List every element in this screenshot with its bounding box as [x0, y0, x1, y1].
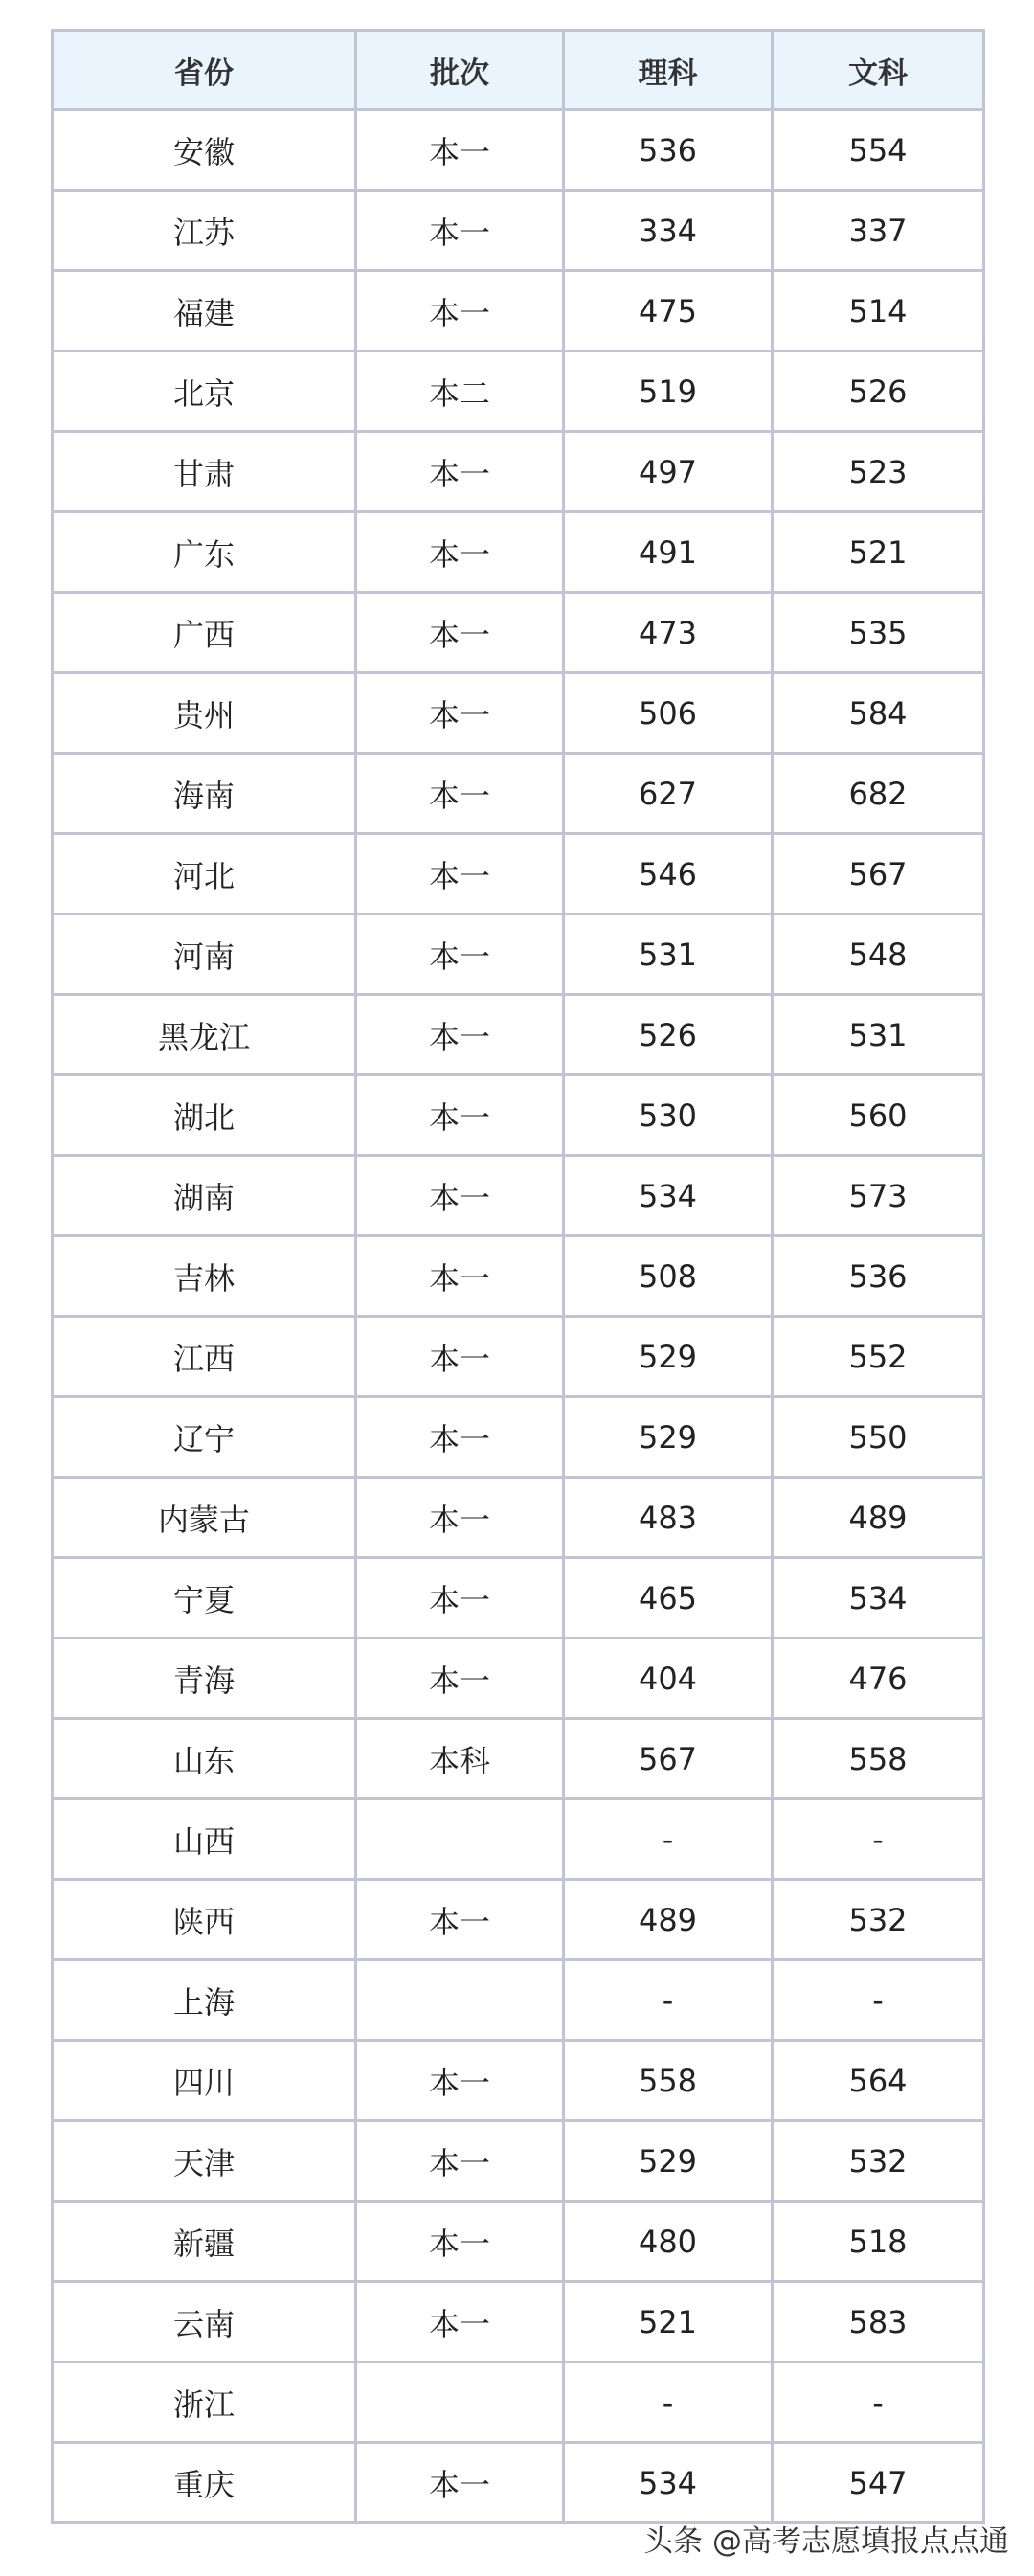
- arts-score-cell: 584: [773, 673, 984, 754]
- province-cell: 青海: [53, 1638, 356, 1719]
- table-row: [53, 593, 984, 673]
- science-score-cell: 334: [564, 191, 773, 271]
- batch-cell: 本一: [356, 2282, 564, 2362]
- science-score-cell: 480: [564, 2202, 773, 2282]
- batch-cell: 本一: [356, 1880, 564, 1960]
- arts-score-cell: 532: [773, 2121, 984, 2202]
- batch-cell: [356, 2362, 564, 2443]
- province-cell: 浙江: [53, 2362, 356, 2443]
- province-cell: 吉林: [53, 1236, 356, 1317]
- batch-cell: 本一: [356, 1075, 564, 1156]
- province-cell: 福建: [53, 271, 356, 351]
- arts-score-cell: 567: [773, 834, 984, 915]
- province-cell: 辽宁: [53, 1397, 356, 1478]
- province-cell: 山东: [53, 1719, 356, 1799]
- table-row: [53, 110, 984, 191]
- arts-score-cell: 550: [773, 1397, 984, 1478]
- province-cell: 广西: [53, 593, 356, 673]
- table-row: [53, 1799, 984, 1880]
- table-row: [53, 2443, 984, 2523]
- batch-cell: 本一: [356, 673, 564, 754]
- arts-score-cell: 476: [773, 1638, 984, 1719]
- table-row: [53, 2282, 984, 2362]
- arts-score-cell: 573: [773, 1156, 984, 1236]
- province-cell: 河北: [53, 834, 356, 915]
- batch-cell: 本一: [356, 995, 564, 1075]
- table-row: [53, 1478, 984, 1558]
- batch-cell: 本一: [356, 191, 564, 271]
- table-body: [53, 110, 984, 2523]
- arts-score-cell: 682: [773, 754, 984, 834]
- science-score-cell: 489: [564, 1880, 773, 1960]
- table-row: [53, 1880, 984, 1960]
- batch-cell: 本一: [356, 432, 564, 512]
- arts-score-cell: -: [773, 1799, 984, 1880]
- batch-cell: 本一: [356, 1397, 564, 1478]
- table-row: [53, 1156, 984, 1236]
- province-cell: 陕西: [53, 1880, 356, 1960]
- province-cell: 新疆: [53, 2202, 356, 2282]
- arts-score-cell: 552: [773, 1317, 984, 1397]
- science-score-cell: 567: [564, 1719, 773, 1799]
- batch-cell: 本一: [356, 110, 564, 191]
- batch-cell: 本一: [356, 2041, 564, 2121]
- science-score-cell: -: [564, 1799, 773, 1880]
- arts-score-cell: -: [773, 2362, 984, 2443]
- province-cell: 北京: [53, 351, 356, 432]
- province-cell: 海南: [53, 754, 356, 834]
- science-score-cell: -: [564, 2362, 773, 2443]
- science-score-cell: 475: [564, 271, 773, 351]
- table-row: [53, 915, 984, 995]
- province-cell: 安徽: [53, 110, 356, 191]
- batch-cell: 本一: [356, 915, 564, 995]
- table-row: [53, 2041, 984, 2121]
- arts-score-cell: 526: [773, 351, 984, 432]
- science-score-cell: 483: [564, 1478, 773, 1558]
- arts-score-cell: 514: [773, 271, 984, 351]
- table-row: [53, 2202, 984, 2282]
- arts-score-cell: 523: [773, 432, 984, 512]
- header-science: 理科: [564, 31, 773, 110]
- arts-score-cell: 554: [773, 110, 984, 191]
- province-cell: 江苏: [53, 191, 356, 271]
- province-cell: 云南: [53, 2282, 356, 2362]
- batch-cell: 本一: [356, 1638, 564, 1719]
- table-row: [53, 432, 984, 512]
- science-score-cell: 529: [564, 1397, 773, 1478]
- science-score-cell: 627: [564, 754, 773, 834]
- arts-score-cell: 548: [773, 915, 984, 995]
- science-score-cell: 534: [564, 1156, 773, 1236]
- header-arts: 文科: [773, 31, 984, 110]
- province-cell: 江西: [53, 1317, 356, 1397]
- table-row: [53, 1317, 984, 1397]
- science-score-cell: 558: [564, 2041, 773, 2121]
- province-cell: 广东: [53, 512, 356, 593]
- table-row: [53, 351, 984, 432]
- arts-score-cell: 564: [773, 2041, 984, 2121]
- arts-score-cell: 583: [773, 2282, 984, 2362]
- table-row: [53, 1719, 984, 1799]
- science-score-cell: 546: [564, 834, 773, 915]
- arts-score-cell: 337: [773, 191, 984, 271]
- science-score-cell: 529: [564, 2121, 773, 2202]
- province-cell: 甘肃: [53, 432, 356, 512]
- table-row: [53, 754, 984, 834]
- science-score-cell: 508: [564, 1236, 773, 1317]
- arts-score-cell: 560: [773, 1075, 984, 1156]
- header-row: [53, 31, 984, 110]
- province-cell: 四川: [53, 2041, 356, 2121]
- header-batch: 批次: [356, 31, 564, 110]
- batch-cell: 本一: [356, 271, 564, 351]
- province-cell: 山西: [53, 1799, 356, 1880]
- batch-cell: 本一: [356, 2443, 564, 2523]
- table-row: [53, 191, 984, 271]
- province-cell: 上海: [53, 1960, 356, 2041]
- batch-cell: 本一: [356, 512, 564, 593]
- batch-cell: 本一: [356, 2202, 564, 2282]
- science-score-cell: 534: [564, 2443, 773, 2523]
- arts-score-cell: 534: [773, 1558, 984, 1638]
- table-row: [53, 1638, 984, 1719]
- arts-score-cell: 535: [773, 593, 984, 673]
- arts-score-cell: 558: [773, 1719, 984, 1799]
- header-province: 省份: [53, 31, 356, 110]
- arts-score-cell: 536: [773, 1236, 984, 1317]
- batch-cell: [356, 1799, 564, 1880]
- batch-cell: 本一: [356, 2121, 564, 2202]
- arts-score-cell: 518: [773, 2202, 984, 2282]
- table-row: [53, 512, 984, 593]
- science-score-cell: 521: [564, 2282, 773, 2362]
- batch-cell: 本一: [356, 1156, 564, 1236]
- table-row: [53, 271, 984, 351]
- table-row: [53, 834, 984, 915]
- table-row: [53, 2362, 984, 2443]
- batch-cell: [356, 1960, 564, 2041]
- province-cell: 内蒙古: [53, 1478, 356, 1558]
- province-cell: 天津: [53, 2121, 356, 2202]
- table-row: [53, 1558, 984, 1638]
- science-score-cell: 530: [564, 1075, 773, 1156]
- province-cell: 河南: [53, 915, 356, 995]
- science-score-cell: 491: [564, 512, 773, 593]
- science-score-cell: -: [564, 1960, 773, 2041]
- table-row: [53, 995, 984, 1075]
- province-cell: 贵州: [53, 673, 356, 754]
- province-cell: 重庆: [53, 2443, 356, 2523]
- table-row: [53, 2121, 984, 2202]
- batch-cell: 本一: [356, 754, 564, 834]
- arts-score-cell: 521: [773, 512, 984, 593]
- table-header: [53, 31, 984, 110]
- arts-score-cell: -: [773, 1960, 984, 2041]
- batch-cell: 本一: [356, 1317, 564, 1397]
- province-cell: 宁夏: [53, 1558, 356, 1638]
- arts-score-cell: 489: [773, 1478, 984, 1558]
- batch-cell: 本一: [356, 593, 564, 673]
- science-score-cell: 531: [564, 915, 773, 995]
- province-cell: 湖南: [53, 1156, 356, 1236]
- science-score-cell: 506: [564, 673, 773, 754]
- arts-score-cell: 531: [773, 995, 984, 1075]
- science-score-cell: 519: [564, 351, 773, 432]
- arts-score-cell: 532: [773, 1880, 984, 1960]
- batch-cell: 本科: [356, 1719, 564, 1799]
- batch-cell: 本一: [356, 834, 564, 915]
- table-row: [53, 673, 984, 754]
- science-score-cell: 497: [564, 432, 773, 512]
- province-cell: 湖北: [53, 1075, 356, 1156]
- arts-score-cell: 547: [773, 2443, 984, 2523]
- science-score-cell: 465: [564, 1558, 773, 1638]
- batch-cell: 本一: [356, 1478, 564, 1558]
- batch-cell: 本一: [356, 1558, 564, 1638]
- score-table: [51, 29, 985, 2524]
- table-row: [53, 1075, 984, 1156]
- science-score-cell: 473: [564, 593, 773, 673]
- table-row: [53, 1397, 984, 1478]
- table-row: [53, 1960, 984, 2041]
- province-cell: 黑龙江: [53, 995, 356, 1075]
- batch-cell: 本二: [356, 351, 564, 432]
- science-score-cell: 404: [564, 1638, 773, 1719]
- science-score-cell: 529: [564, 1317, 773, 1397]
- science-score-cell: 526: [564, 995, 773, 1075]
- science-score-cell: 536: [564, 110, 773, 191]
- batch-cell: 本一: [356, 1236, 564, 1317]
- watermark: 头条 @高考志愿填报点点通: [643, 2524, 1009, 2559]
- table-row: [53, 1236, 984, 1317]
